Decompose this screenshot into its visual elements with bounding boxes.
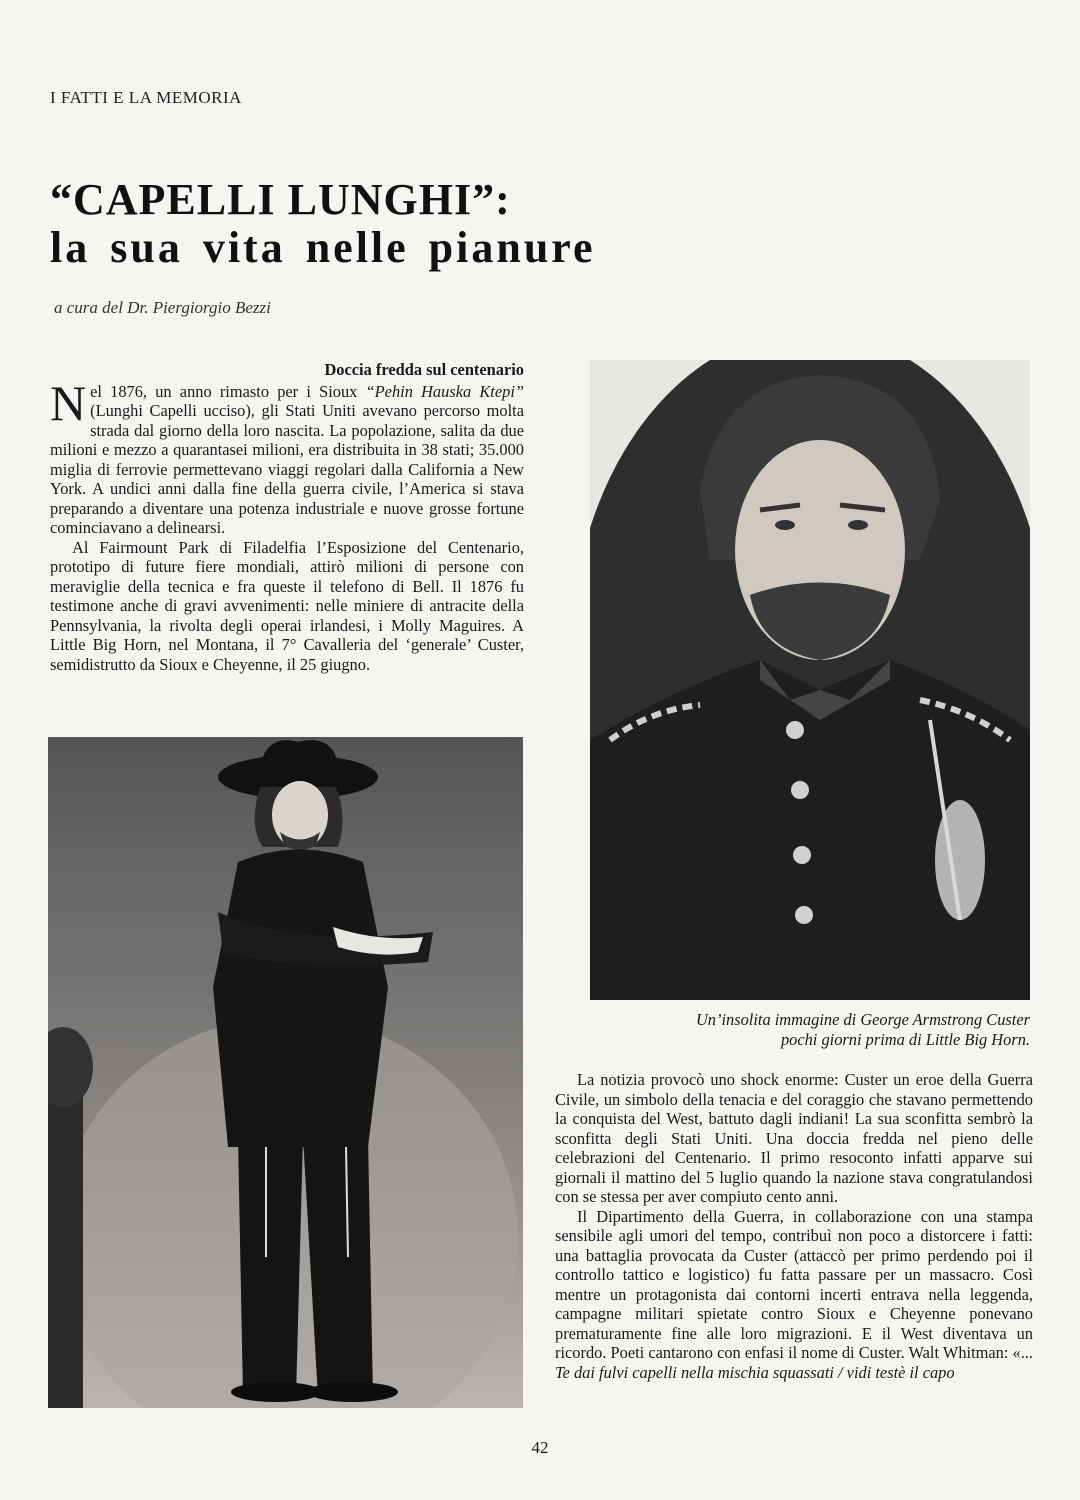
photo-caption [590,1010,1030,1050]
paragraph-4-italic: Te dai fulvi capelli nella mischia squassati / vidi testè il capo [555,1362,955,1382]
custer-full-length-illustration [48,737,523,1408]
caption-line-1: Un’insolita immagine di George Armstrong Custer [695,1010,1030,1029]
paragraph-1-italic: “Pehin Hauska Ktepi” [365,381,524,401]
title-line-2: la sua vita nelle pianure [50,223,596,272]
right-column-text [555,1070,1033,1382]
subhead: Doccia fredda sul centenario [324,360,524,379]
paragraph-4 [555,1207,1033,1383]
left-column-text [50,360,524,674]
page-number: 42 [531,1438,549,1457]
custer-portrait-photo [590,360,1030,1000]
title-line-1: “CAPELLI LUNGHI”: [50,175,511,224]
paragraph-3: La notizia provocò uno shock enorme: Custer un eroe della Guerra Civile, un simbolo della tenacia e del coraggio che stavano permettendo la conquista del West, battuto dagli indiani! La sua sconfitta sembrò la sconfitta degli Stati Uniti. Una doccia fredda nel pieno delle celebrazioni del Centenario. Il primo resoconto infatti apparve sui giornali il mattino del 5 luglio quando la nazione stava congratulandosi con se stessa per aver compiuto cento anni. [555,1070,1033,1206]
paragraph-1-b: (Lunghi Capelli ucciso), gli Stati Uniti avevano percorso molta strada dal giorno della loro nascita. La popolazione, salita da due milioni e mezzo a quarantasei milioni, era distribuita in 38 stati; 35.000 miglia di ferrovie permettevano viaggi regolari dalla California a New York. A undici anni dalla fine della guerra civile, l’America si stava preparando a diventare una potenza industriale e nuove grosse fortune cominciavano a delinearsi. [50,401,524,537]
custer-full-length-photo [48,737,523,1408]
byline: a cura del Dr. Piergiorgio Bezzi [54,298,271,317]
caption-line-2: pochi giorni prima di Little Big Horn. [780,1030,1030,1049]
paragraph-1 [50,374,524,538]
article-title [50,176,596,272]
paragraph-4-text: Il Dipartimento della Guerra, in collaborazione con una stampa sensibile agli umori del tempo, contribuì non poco a distorcere i fatti: una battaglia provocata da Custer (attaccò per primo perdendo poi il controllo tattico e logistico) fu fatta passare per un massacro. Così mentre un protagonista dai contorni incerti entrava nella leggenda, campagne militari spietate contro Sioux e Cheyenne ponevano prematuramente fine alle loro migrazioni. E il West diventava un ricordo. Poeti cantarono con enfasi il nome di Custer. Walt Whitman: «... [555,1206,1033,1362]
custer-portrait-illustration [590,360,1030,1000]
paragraph-2: Al Fairmount Park di Filadelfia l’Esposizione del Centenario, prototipo di future fiere mondiali, attirò milioni di persone con meraviglie della tecnica e fra queste il telefono di Bell. Il 1876 fu testimone anche di gravi avvenimenti: nelle miniere di antracite della Pennsylvania, la rivolta degli operai irlandesi, i Molly Maguires. A Little Big Horn, nel Montana, il 7° Cavalleria del ‘generale’ Custer, semidistrutto da Sioux e Cheyenne, il 25 giugno. [50,537,524,674]
paragraph-1-a: el 1876, un anno rimasto per i Sioux [90,381,366,401]
section-label: I FATTI E LA MEMORIA [50,88,242,107]
drop-cap: N [50,374,87,431]
